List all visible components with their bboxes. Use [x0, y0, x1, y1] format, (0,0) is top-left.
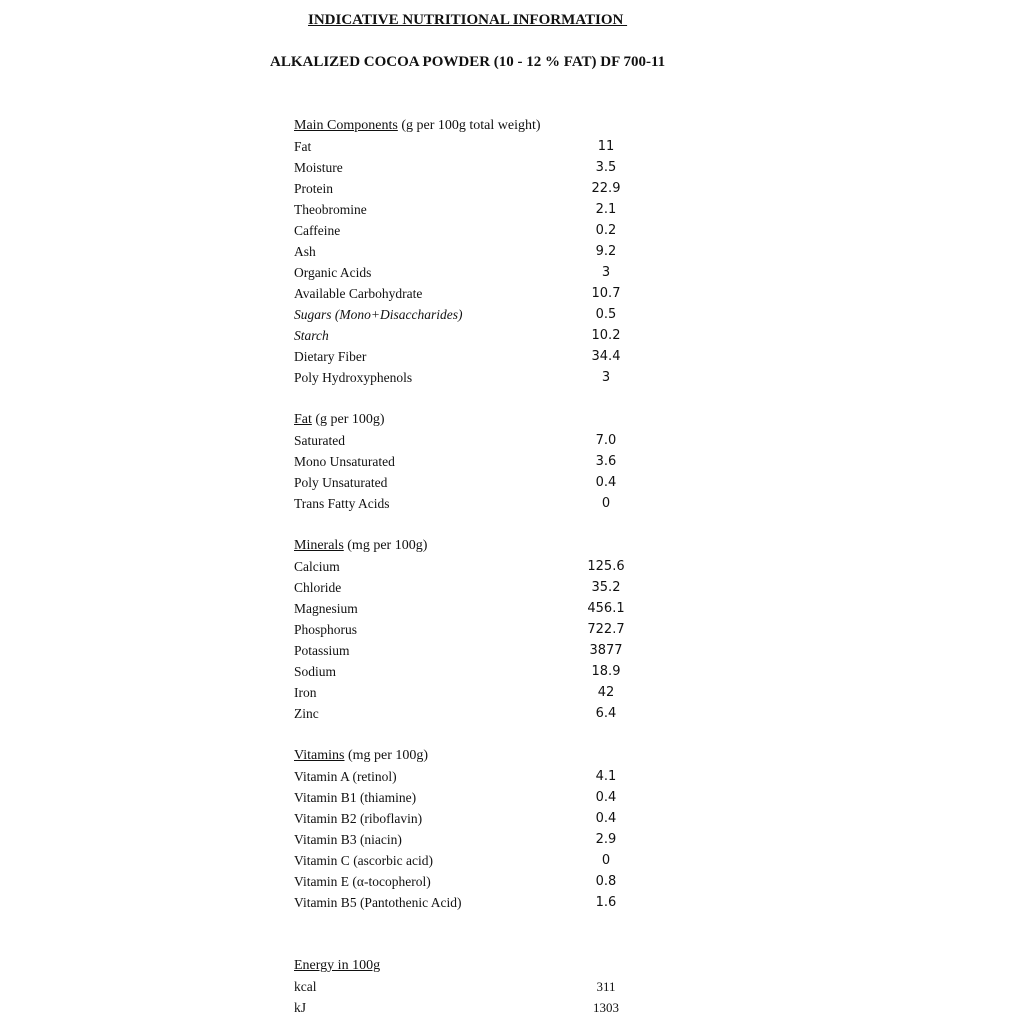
nutrient-value: 10.7 — [591, 286, 621, 301]
nutrient-value: 35.2 — [591, 580, 621, 595]
section-unit: (mg per 100g) — [343, 538, 428, 553]
section-minerals — [294, 535, 694, 724]
nutrient-row — [294, 787, 694, 808]
section-heading — [294, 115, 694, 136]
nutrient-value: 34.4 — [591, 349, 621, 364]
nutrient-value: 0.8 — [595, 874, 617, 889]
nutrient-label: Calcium — [294, 559, 340, 574]
nutrient-value: 42 — [597, 685, 615, 700]
nutrient-row — [294, 157, 694, 178]
nutrient-value: 0.4 — [595, 790, 617, 805]
nutrient-value: 3.5 — [595, 160, 617, 175]
nutrient-row — [294, 367, 694, 388]
nutrient-label: Vitamin E (α-tocopherol) — [294, 874, 431, 889]
nutrient-label: Vitamin C (ascorbic acid) — [294, 853, 434, 868]
nutrient-row — [294, 472, 694, 493]
nutrient-value: 0 — [601, 496, 611, 511]
nutrient-label: Theobromine — [294, 202, 367, 217]
section-heading — [294, 955, 694, 976]
product-name: ALKALIZED COCOA POWDER (10 - 12 % FAT) DF 700-11 — [270, 54, 666, 70]
nutrient-row — [294, 220, 694, 241]
section-title: Minerals — [294, 538, 344, 553]
nutrient-label: Starch — [294, 328, 329, 343]
nutrient-row — [294, 892, 694, 913]
nutrient-value: 0.4 — [595, 811, 617, 826]
nutrient-label: Trans Fatty Acids — [294, 496, 390, 511]
nutrient-value: 11 — [597, 139, 615, 154]
nutrient-label: Magnesium — [294, 601, 358, 616]
nutrient-row — [294, 850, 694, 871]
nutrient-label: Dietary Fiber — [294, 349, 367, 364]
nutrient-row — [294, 136, 694, 157]
nutrient-label: Fat — [294, 139, 312, 154]
nutrient-value: 311 — [596, 979, 616, 994]
nutrient-value: 22.9 — [591, 181, 621, 196]
section-title: Fat — [294, 412, 312, 427]
nutrient-row — [294, 178, 694, 199]
nutrient-row — [294, 199, 694, 220]
nutrient-label: Ash — [294, 244, 316, 259]
nutrient-value: 2.9 — [595, 832, 617, 847]
nutrient-row — [294, 493, 694, 514]
nutrient-row — [294, 640, 694, 661]
nutrient-value: 6.4 — [595, 706, 617, 721]
section-unit: (g per 100g) — [311, 412, 385, 427]
nutrition-table — [294, 115, 694, 1018]
nutrient-row — [294, 661, 694, 682]
nutrient-value: 18.9 — [591, 664, 621, 679]
section-fat — [294, 409, 694, 514]
nutrient-row — [294, 766, 694, 787]
nutrient-row — [294, 304, 694, 325]
nutrient-value: 0.4 — [595, 475, 617, 490]
nutrient-row — [294, 619, 694, 640]
nutrient-label: kcal — [294, 979, 317, 994]
nutrient-value: 3 — [601, 370, 611, 385]
nutrient-label: Vitamin B2 (riboflavin) — [294, 811, 423, 826]
nutrient-row — [294, 325, 694, 346]
nutrient-row — [294, 346, 694, 367]
nutrient-value: 1.6 — [595, 895, 617, 910]
nutrient-value: 1303 — [593, 1000, 619, 1015]
nutrient-row — [294, 997, 694, 1018]
nutrient-value: 456.1 — [587, 601, 625, 616]
nutrient-row — [294, 283, 694, 304]
section-heading — [294, 535, 694, 556]
nutrient-value: 3.6 — [595, 454, 617, 469]
nutrient-label: Potassium — [294, 643, 350, 658]
nutrient-label: Poly Hydroxyphenols — [294, 370, 413, 385]
nutrient-label: Saturated — [294, 433, 345, 448]
nutrient-row — [294, 871, 694, 892]
section-vitamins — [294, 745, 694, 913]
nutrient-row — [294, 241, 694, 262]
nutrient-label: Sugars (Mono+Disaccharides) — [294, 307, 463, 322]
nutrient-label: Moisture — [294, 160, 343, 175]
nutrient-value: 7.0 — [595, 433, 617, 448]
nutrient-value: 722.7 — [587, 622, 625, 637]
nutrient-label: Vitamin B1 (thiamine) — [294, 790, 417, 805]
nutrient-row — [294, 262, 694, 283]
nutrient-row — [294, 451, 694, 472]
document-title: INDICATIVE NUTRITIONAL INFORMATION — [308, 12, 628, 28]
nutrient-value: 0 — [601, 853, 611, 868]
nutrient-row — [294, 556, 694, 577]
nutrient-row — [294, 430, 694, 451]
nutrient-value: 125.6 — [587, 559, 625, 574]
nutrient-label: Phosphorus — [294, 622, 358, 637]
nutrient-value: 2.1 — [595, 202, 617, 217]
nutrient-label: Chloride — [294, 580, 342, 595]
nutrient-value: 0.2 — [595, 223, 617, 238]
nutrient-label: Caffeine — [294, 223, 341, 238]
nutrient-value: 3 — [601, 265, 611, 280]
nutrient-label: Vitamin A (retinol) — [294, 769, 397, 784]
section-unit: (mg per 100g) — [344, 748, 429, 763]
nutrient-label: Vitamin B5 (Pantothenic Acid) — [294, 895, 462, 910]
nutrient-label: Protein — [294, 181, 333, 196]
nutrient-label: Organic Acids — [294, 265, 372, 280]
nutrient-label: Iron — [294, 685, 317, 700]
nutrient-row — [294, 829, 694, 850]
nutrient-row — [294, 577, 694, 598]
nutrient-value: 9.2 — [595, 244, 617, 259]
section-heading — [294, 745, 694, 766]
nutrient-label: Mono Unsaturated — [294, 454, 395, 469]
nutrient-label: Vitamin B3 (niacin) — [294, 832, 402, 847]
nutrient-value: 0.5 — [595, 307, 617, 322]
section-title: Vitamins — [294, 748, 345, 763]
section-title: Main Components — [294, 118, 398, 133]
nutrient-value: 3877 — [589, 643, 623, 658]
section-title: Energy in 100g — [294, 958, 381, 973]
nutrient-row — [294, 976, 694, 997]
section-main-components — [294, 115, 694, 388]
nutrient-value: 10.2 — [591, 328, 621, 343]
nutrient-label: Sodium — [294, 664, 337, 679]
nutrient-row — [294, 808, 694, 829]
nutrient-label: Poly Unsaturated — [294, 475, 388, 490]
nutrient-value: 4.1 — [595, 769, 617, 784]
section-heading — [294, 409, 694, 430]
section-unit: (g per 100g total weight) — [397, 118, 541, 133]
nutrient-label: kJ — [294, 1000, 307, 1015]
nutrient-row — [294, 598, 694, 619]
nutrient-row — [294, 703, 694, 724]
nutrient-label: Zinc — [294, 706, 319, 721]
section-energy — [294, 955, 694, 1018]
nutrient-row — [294, 682, 694, 703]
nutrient-label: Available Carbohydrate — [294, 286, 423, 301]
